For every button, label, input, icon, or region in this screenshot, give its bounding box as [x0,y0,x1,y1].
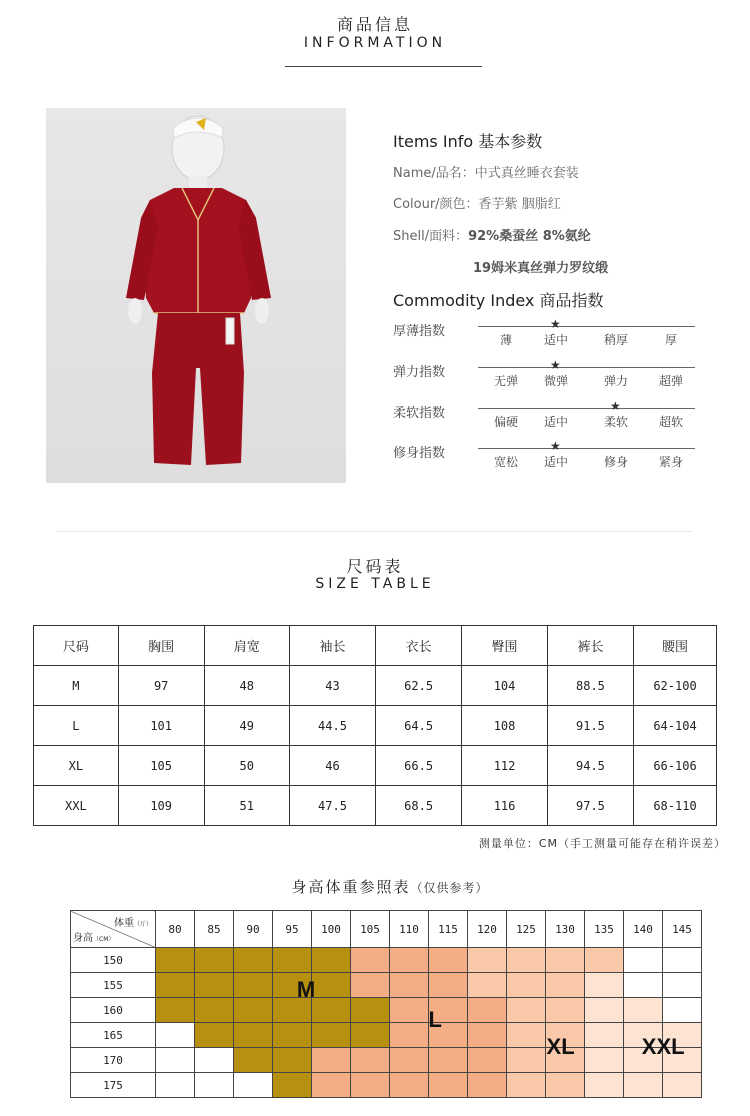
size-zone-cell [312,948,351,973]
index-label: 柔软指数 [393,406,446,421]
size-zone-cell [507,1073,546,1098]
height-cell: 170 [71,1048,156,1073]
size-row [34,746,717,786]
index-scale-line [478,408,695,409]
size-zone-cell [351,1073,390,1098]
index-option: 薄 [499,333,512,347]
size-zone-cell [390,948,429,973]
size-header-cell: 袖长 [289,626,375,666]
size-zone-cell [351,1023,390,1048]
size-zone-cell [195,1023,234,1048]
index-scale-line [478,367,695,368]
size-zone-cell [507,948,546,973]
size-header-cell: 胸围 [118,626,204,666]
size-zone-cell [624,948,663,973]
unit-note: 测量单位：CM（手工测量可能存在稍许误差） [478,837,726,850]
size-zone-cell [312,1048,351,1073]
size-zone-cell [468,998,507,1023]
shell-label: Shell/面料： [393,229,469,244]
weight-header-cell: 115 [429,911,468,948]
height-cell: 150 [71,948,156,973]
height-cell: 175 [71,1073,156,1098]
size-cell: 68.5 [376,786,462,826]
items-info-heading: Items Info 基本参数 [393,132,543,151]
size-zone-cell [624,998,663,1023]
reference-header-row [71,911,702,948]
size-header-cell: 衣长 [376,626,462,666]
size-cell: 50 [204,746,289,786]
size-zone-cell [468,948,507,973]
reference-row [71,1048,702,1073]
weight-header-cell: 110 [390,911,429,948]
size-cell: 49 [204,706,289,746]
reference-row [71,1073,702,1098]
size-cell: 68-110 [634,786,717,826]
product-shell [393,225,591,244]
size-cell: 48 [204,666,289,706]
weight-header-cell: 105 [351,911,390,948]
size-row [34,706,717,746]
selected-star-icon: ★ [550,317,561,331]
size-title-en: SIZE TABLE [315,576,435,592]
size-zone-cell [390,1073,429,1098]
size-zone-cell [351,948,390,973]
index-label: 厚薄指数 [393,324,446,339]
size-row [34,666,717,706]
size-zone-cell [468,1048,507,1073]
info-divider [285,66,482,67]
size-zone-cell [195,1073,234,1098]
weight-header-cell: 140 [624,911,663,948]
size-cell: 62-100 [634,666,717,706]
size-zone-cell [468,1073,507,1098]
size-zone-cell [390,1048,429,1073]
size-zone-cell [273,948,312,973]
weight-label: 体重 [113,918,134,929]
size-cell: 97 [118,666,204,706]
weight-header-cell: 120 [468,911,507,948]
size-cell: 109 [118,786,204,826]
weight-unit: （斤） [133,921,152,928]
size-table [33,625,717,826]
height-cell: 165 [71,1023,156,1048]
size-title-cn: 尺码表 [346,557,404,576]
size-cell: 94.5 [547,746,633,786]
size-zone-cell [195,973,234,998]
size-zone-cell [156,1023,195,1048]
size-zone-cell [156,948,195,973]
info-title-en: INFORMATION [303,35,447,51]
size-cell: 112 [462,746,548,786]
index-option: 超弹 [658,374,683,388]
index-option: 微弹 [543,374,568,388]
size-cell: 43 [289,666,375,706]
reference-row [71,948,702,973]
reference-row [71,1023,702,1048]
size-cell: 62.5 [376,666,462,706]
mannequin-illustration [46,108,346,483]
reference-title: 身高体重参照表 [291,878,411,896]
size-cell: 116 [462,786,548,826]
size-zone-cell [273,1023,312,1048]
size-zone-cell [351,998,390,1023]
size-zone-cell [663,948,702,973]
size-cell: 46 [289,746,375,786]
size-zone-cell [429,1073,468,1098]
size-zone-cell [468,973,507,998]
weight-header-cell: 80 [156,911,195,948]
size-zone-cell [312,1073,351,1098]
size-zone-cell [585,948,624,973]
shell-value-1: 92%桑蚕丝 8%氨纶 [468,229,591,244]
product-colour: Colour/颜色：香芋紫 胭脂红 [393,197,561,212]
index-scale-line [478,326,695,327]
weight-header-cell: 125 [507,911,546,948]
zone-label: L [428,1006,442,1032]
size-cell: 51 [204,786,289,826]
height-cell: 160 [71,998,156,1023]
selected-star-icon: ★ [610,399,621,413]
size-cell: 66.5 [376,746,462,786]
size-zone-cell [195,998,234,1023]
size-cell: 88.5 [547,666,633,706]
index-option: 超软 [658,415,683,429]
size-zone-cell [273,1048,312,1073]
size-zone-cell [624,973,663,998]
size-zone-cell [390,973,429,998]
size-cell: XXL [34,786,119,826]
info-title-cn: 商品信息 [336,15,413,34]
size-zone-cell [234,973,273,998]
size-zone-cell [507,973,546,998]
reference-title-wrap [0,876,750,897]
size-cell: 105 [118,746,204,786]
size-row [34,786,717,826]
size-zone-cell [546,973,585,998]
size-zone-cell [429,948,468,973]
height-unit: （CM） [93,936,115,943]
size-zone-cell [546,948,585,973]
index-option: 弹力 [603,374,628,388]
size-zone-cell [273,1073,312,1098]
size-header-cell: 肩宽 [204,626,289,666]
index-option: 修身 [603,455,628,469]
size-zone-cell [663,1073,702,1098]
size-zone-cell [351,1048,390,1073]
index-option: 无弹 [493,374,518,388]
reference-row [71,998,702,1023]
size-zone-cell [429,973,468,998]
size-zone-cell [195,948,234,973]
weight-header-cell: 95 [273,911,312,948]
size-zone-cell [585,1073,624,1098]
reference-row [71,973,702,998]
index-label: 修身指数 [393,446,446,461]
size-zone-cell [507,998,546,1023]
height-cell: 155 [71,973,156,998]
size-zone-cell [156,998,195,1023]
size-zone-cell [156,1048,195,1073]
size-zone-cell [156,973,195,998]
size-zone-cell [234,998,273,1023]
commodity-index-heading: Commodity Index 商品指数 [393,291,604,310]
size-cell: 97.5 [547,786,633,826]
size-zone-cell [546,998,585,1023]
index-option: 偏硬 [493,415,518,429]
shell-value-2: 19姆米真丝弹力罗纹缎 [473,261,609,276]
index-option: 紧身 [658,455,683,469]
zone-label: XXL [641,1034,685,1059]
size-zone-cell [585,998,624,1023]
size-cell: M [34,666,119,706]
size-cell: 91.5 [547,706,633,746]
reference-table [70,910,702,1098]
size-header-cell: 裤长 [547,626,633,666]
section-divider [56,531,692,532]
size-zone-cell [234,1023,273,1048]
size-cell: 64.5 [376,706,462,746]
height-axis-label [73,929,114,944]
index-option: 柔软 [603,415,628,429]
zone-label: XL [546,1034,575,1059]
index-option: 适中 [543,415,568,429]
index-option: 宽松 [493,455,518,469]
product-photo [46,108,346,483]
selected-star-icon: ★ [550,439,561,453]
size-zone-cell [234,1048,273,1073]
weight-header-cell: 130 [546,911,585,948]
size-cell: 101 [118,706,204,746]
size-zone-cell [546,1073,585,1098]
size-zone-cell [585,973,624,998]
size-cell: 108 [462,706,548,746]
index-label: 弹力指数 [393,365,446,380]
size-header-cell: 臀围 [462,626,548,666]
height-label: 身高 [73,933,93,944]
weight-header-cell: 90 [234,911,273,948]
size-zone-cell [624,1073,663,1098]
size-cell: 104 [462,666,548,706]
reference-corner-cell [71,911,156,948]
size-zone-cell [351,973,390,998]
weight-header-cell: 145 [663,911,702,948]
size-header-cell: 腰围 [634,626,717,666]
size-zone-cell [663,998,702,1023]
index-option: 稍厚 [603,333,628,347]
weight-header-cell: 85 [195,911,234,948]
size-cell: 66-106 [634,746,717,786]
size-zone-cell [195,1048,234,1073]
weight-header-cell: 135 [585,911,624,948]
size-cell: 44.5 [289,706,375,746]
product-shell-2 [473,257,608,276]
selected-star-icon: ★ [550,358,561,372]
size-zone-cell [234,948,273,973]
size-zone-cell [468,1023,507,1048]
index-option: 适中 [543,333,568,347]
index-option: 厚 [664,333,677,347]
size-header-cell: 尺码 [34,626,119,666]
size-zone-cell [429,1048,468,1073]
reference-title-note: （仅供参考） [410,881,489,895]
size-header-row [34,626,717,666]
index-option: 适中 [543,455,568,469]
size-cell: 64-104 [634,706,717,746]
size-zone-cell [156,1073,195,1098]
weight-header-cell: 100 [312,911,351,948]
product-name: Name/品名：中式真丝睡衣套装 [393,166,579,181]
size-cell: 47.5 [289,786,375,826]
size-zone-cell [234,1073,273,1098]
zone-label: M [296,976,316,1002]
size-cell: XL [34,746,119,786]
size-cell: L [34,706,119,746]
size-zone-cell [663,973,702,998]
index-scale-line [478,448,695,449]
size-zone-cell [312,1023,351,1048]
weight-axis-label [114,914,152,929]
